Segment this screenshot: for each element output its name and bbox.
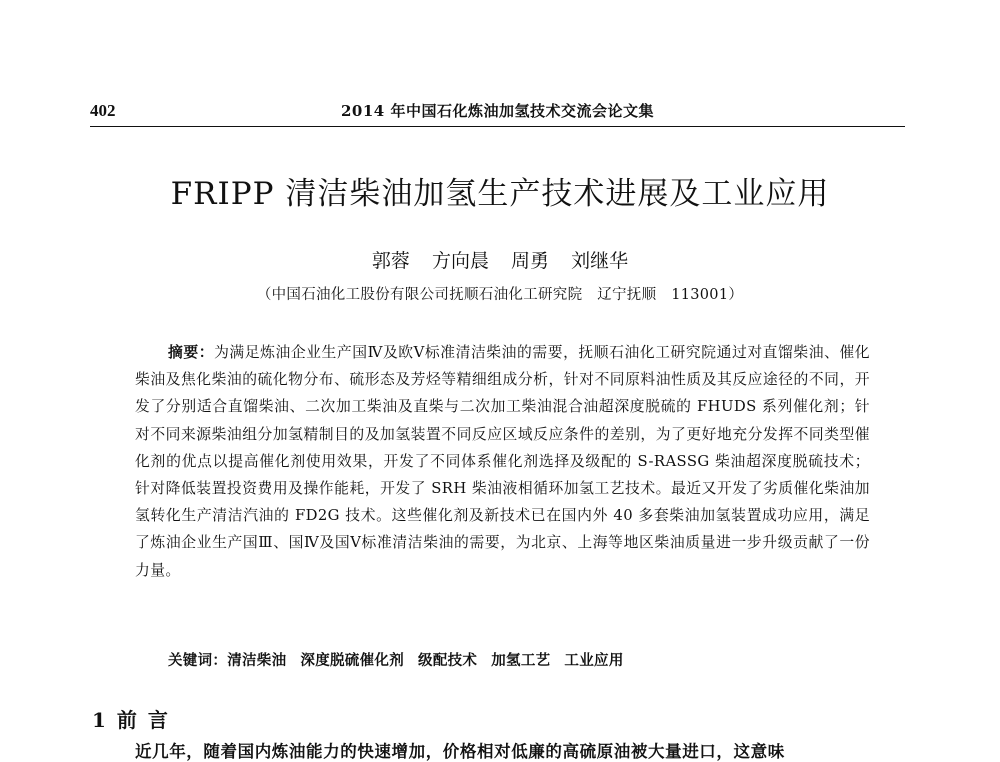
paper-title: FRIPP 清洁柴油加氢生产技术进展及工业应用 xyxy=(170,176,830,212)
running-title: 2014 年中国石化炼油加氢技术交流会论文集 xyxy=(341,102,654,120)
author-list xyxy=(0,246,1000,273)
body-paragraph: 近几年，随着国内炼油能力的快速增加，价格相对低廉的高硫原油被大量进口，这意味 xyxy=(135,742,785,761)
abstract-label: 摘要： xyxy=(168,344,215,361)
header-rule xyxy=(90,126,905,127)
author-name: 周勇 xyxy=(511,250,550,272)
keyword: 级配技术 xyxy=(418,652,478,669)
running-header xyxy=(90,101,905,121)
section-heading xyxy=(92,704,170,733)
keyword: 清洁柴油 xyxy=(227,652,287,669)
abstract xyxy=(135,339,870,584)
keyword: 深度脱硫催化剂 xyxy=(300,652,405,669)
abstract-text: 为满足炼油企业生产国Ⅳ及欧Ⅴ标准清洁柴油的需要，抚顺石油化工研究院通过对直馏柴油、催化柴油及焦化柴油的硫化物分布、硫形态及芳烃等精细组成分析，针对不同原料油性质及其反应途径的不同，开发了分别适合直馏柴油、二次加工柴油及直柴与二次加工柴油混合油超深度脱硫的 FHUDS 系列催化剂；针对不同来源柴油组分加氢精制目的及加氢装置不同反应区域反应条件的差别，为了更好地充分发挥不同类型催化剂的优点以提高催化剂使用效果，开发了不同体系催化剂选择及级配的 S-RASSG 柴油超深度脱硫技术；针对降低装置投资费用及操作能耗，开发了 SRH 柴油液相循环加氢工艺技术。最近又开发了劣质催化柴油加氢转化生产清洁汽油的 FD2G 技术。这些催化剂及新技术已在国内外 40 多套柴油加氢装置成功应用，满足了炼油企业生产国Ⅲ、国Ⅳ及国Ⅴ标准清洁柴油的需要，为北京、上海等地区柴油质量进一步升级贡献了一份力量。 xyxy=(135,344,870,579)
author-name: 郭蓉 xyxy=(371,250,410,272)
keywords xyxy=(168,649,868,670)
page-number: 402 xyxy=(90,101,116,120)
author-name: 方向晨 xyxy=(431,250,489,272)
section-title: 前 言 xyxy=(116,708,170,732)
affiliation: （中国石油化工股份有限公司抚顺石油化工研究院 辽宁抚顺 113001） xyxy=(256,287,744,303)
author-name: 刘继华 xyxy=(571,250,629,272)
keywords-label: 关键词： xyxy=(168,652,228,669)
section-number: 1 xyxy=(92,708,108,732)
keyword: 加氢工艺 xyxy=(491,652,551,669)
keyword: 工业应用 xyxy=(564,652,624,669)
